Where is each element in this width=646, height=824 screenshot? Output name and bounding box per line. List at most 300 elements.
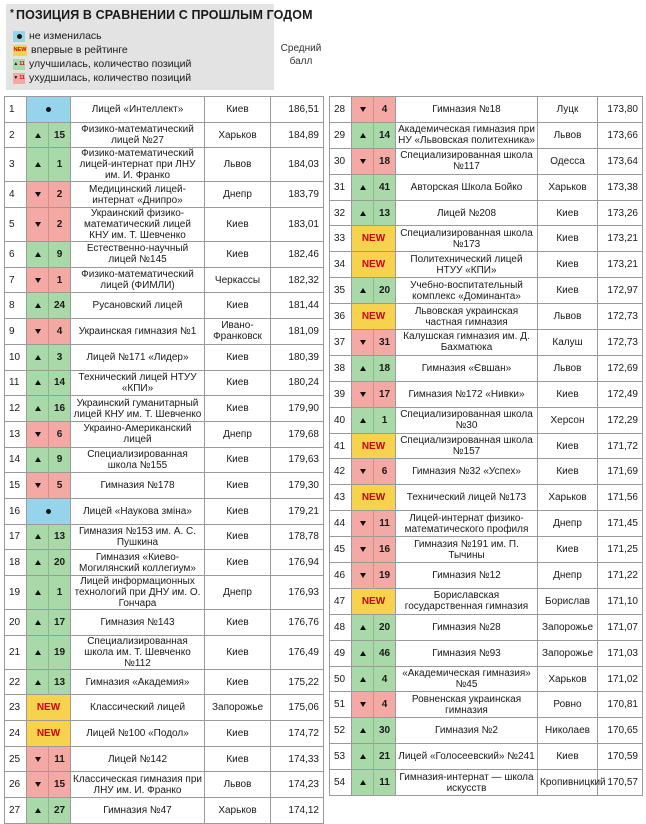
change-value: 16 — [374, 537, 396, 563]
school-name: Лицей №171 «Лидер» — [71, 344, 205, 370]
average-score: 176,93 — [271, 576, 324, 610]
table-row — [5, 267, 324, 293]
school-name: Гимназия №28 — [396, 614, 538, 640]
table-row — [5, 746, 324, 772]
average-score: 172,97 — [598, 278, 643, 304]
change-value: 17 — [49, 610, 71, 636]
change-value: 4 — [374, 666, 396, 692]
city: Львов — [538, 122, 598, 148]
average-score: 172,49 — [598, 381, 643, 407]
rank-cell: 53 — [330, 744, 352, 770]
down-swatch-count: 11 — [19, 75, 25, 81]
rank-cell: 5 — [5, 208, 27, 242]
average-score: 172,73 — [598, 330, 643, 356]
table-row — [5, 148, 324, 182]
arrow-down-icon — [352, 459, 374, 485]
change-value: 1 — [49, 267, 71, 293]
change-value: 4 — [49, 319, 71, 345]
change-value: 9 — [49, 447, 71, 473]
unchanged-dot-icon — [27, 498, 71, 524]
legend-down-label: ухудшилась, количество позиций — [29, 72, 192, 84]
average-score: 170,59 — [598, 744, 643, 770]
arrow-up-icon — [352, 174, 374, 200]
arrow-up-icon — [27, 635, 49, 669]
school-name: Лицей «Наукова зміна» — [71, 498, 205, 524]
legend-item-new — [13, 44, 128, 56]
school-name: Калушская гимназия им. Д. Бахматюка — [396, 330, 538, 356]
average-score: 173,80 — [598, 97, 643, 123]
table-row — [5, 498, 324, 524]
table-row — [330, 407, 643, 433]
school-name: Лицей №100 «Подол» — [71, 721, 205, 747]
change-value: 1 — [374, 407, 396, 433]
arrow-down-icon — [352, 330, 374, 356]
city: Киев — [205, 344, 271, 370]
average-score: 171,25 — [598, 537, 643, 563]
average-score: 182,32 — [271, 267, 324, 293]
school-name: Украинская гимназия №1 — [71, 319, 205, 345]
rank-cell: 31 — [330, 174, 352, 200]
down-swatch-icon: ▼ 11 — [13, 73, 25, 84]
change-value: 4 — [374, 97, 396, 123]
legend-new-label: впервые в рейтинге — [31, 44, 128, 56]
city: Ивано-Франковск — [205, 319, 271, 345]
average-score: 171,07 — [598, 614, 643, 640]
up-swatch-icon: ▲ 11 — [13, 59, 25, 70]
rank-cell: 35 — [330, 278, 352, 304]
school-name: Лицей-интернат физико-математического профиля — [396, 511, 538, 537]
school-name: Львовская украинская частная гимназия — [396, 304, 538, 330]
school-name: Специализированная школа №155 — [71, 447, 205, 473]
change-value: 9 — [49, 242, 71, 268]
city: Харьков — [205, 798, 271, 824]
rank-cell: 9 — [5, 319, 27, 345]
city: Днепр — [538, 511, 598, 537]
average-score: 175,22 — [271, 669, 324, 695]
change-value: 20 — [374, 614, 396, 640]
table-row — [330, 278, 643, 304]
table-row — [330, 459, 643, 485]
new-swatch-icon: NEW — [13, 45, 27, 56]
city: Львов — [205, 772, 271, 798]
average-score: 173,66 — [598, 122, 643, 148]
city: Киев — [205, 669, 271, 695]
city: Луцк — [538, 97, 598, 123]
arrow-down-icon — [352, 563, 374, 589]
change-value: 14 — [374, 122, 396, 148]
rank-cell: 18 — [5, 550, 27, 576]
average-score: 174,72 — [271, 721, 324, 747]
rank-cell: 34 — [330, 252, 352, 278]
rank-cell: 54 — [330, 770, 352, 796]
rank-cell: 47 — [330, 588, 352, 614]
average-score: 175,06 — [271, 695, 324, 721]
table-row — [5, 396, 324, 422]
table-row — [5, 182, 324, 208]
rank-cell: 52 — [330, 718, 352, 744]
table-row — [5, 447, 324, 473]
table-row — [330, 511, 643, 537]
rank-cell: 13 — [5, 421, 27, 447]
city: Черкассы — [205, 267, 271, 293]
arrow-up-icon — [27, 293, 49, 319]
arrow-up-icon — [352, 614, 374, 640]
rank-cell: 17 — [5, 524, 27, 550]
ranking-table-left — [4, 96, 324, 824]
school-name: Гимназия «Академия» — [71, 669, 205, 695]
table-row — [5, 669, 324, 695]
city: Киев — [205, 746, 271, 772]
average-score: 179,30 — [271, 473, 324, 499]
school-name: Гимназия №178 — [71, 473, 205, 499]
city: Ровно — [538, 692, 598, 718]
city: Киев — [205, 293, 271, 319]
ranking-table-right — [329, 96, 643, 796]
table-row — [5, 695, 324, 721]
city: Киев — [205, 635, 271, 669]
arrow-up-icon — [27, 447, 49, 473]
table-row — [330, 718, 643, 744]
new-badge: NEW — [27, 695, 71, 721]
change-value: 6 — [374, 459, 396, 485]
change-value: 14 — [49, 370, 71, 396]
change-value: 4 — [374, 692, 396, 718]
arrow-down-icon — [352, 537, 374, 563]
average-score: 179,90 — [271, 396, 324, 422]
change-value: 5 — [49, 473, 71, 499]
school-name: Учебно-воспитательный комплекс «Доминанта» — [396, 278, 538, 304]
city: Киев — [205, 370, 271, 396]
average-score: 171,45 — [598, 511, 643, 537]
arrow-down-icon — [352, 692, 374, 718]
average-score: 174,12 — [271, 798, 324, 824]
average-score: 171,22 — [598, 563, 643, 589]
table-row — [330, 563, 643, 589]
rank-cell: 42 — [330, 459, 352, 485]
average-score: 179,68 — [271, 421, 324, 447]
change-value: 18 — [374, 148, 396, 174]
arrow-up-icon — [27, 148, 49, 182]
average-score: 172,69 — [598, 355, 643, 381]
city: Киев — [538, 381, 598, 407]
table-row — [330, 381, 643, 407]
legend-item-up — [13, 58, 191, 70]
school-name: Гимназия №12 — [396, 563, 538, 589]
average-score: 171,72 — [598, 433, 643, 459]
average-score: 170,57 — [598, 770, 643, 796]
city: Николаев — [538, 718, 598, 744]
rank-cell: 26 — [5, 772, 27, 798]
rank-cell: 43 — [330, 485, 352, 511]
average-score: 171,02 — [598, 666, 643, 692]
school-name: Гимназия №32 «Успех» — [396, 459, 538, 485]
legend-title-text: ПОЗИЦИЯ В СРАВНЕНИИ С ПРОШЛЫМ ГОДОМ — [16, 8, 313, 22]
change-value: 17 — [374, 381, 396, 407]
school-name: Политехнический лицей НТУУ «КПИ» — [396, 252, 538, 278]
average-score: 171,10 — [598, 588, 643, 614]
table-row — [330, 148, 643, 174]
arrow-down-icon — [27, 473, 49, 499]
table-row — [330, 355, 643, 381]
average-score: 181,44 — [271, 293, 324, 319]
change-value: 15 — [49, 122, 71, 148]
change-value: 20 — [374, 278, 396, 304]
school-name: Бориславская государственная гимназия — [396, 588, 538, 614]
table-row — [330, 200, 643, 226]
arrow-up-icon — [27, 524, 49, 550]
city: Киев — [205, 447, 271, 473]
rank-cell: 30 — [330, 148, 352, 174]
city: Львов — [538, 355, 598, 381]
arrow-down-icon — [27, 319, 49, 345]
city: Киев — [538, 537, 598, 563]
city: Киев — [538, 744, 598, 770]
table-row — [5, 772, 324, 798]
school-name: Гимназия №47 — [71, 798, 205, 824]
rank-cell: 39 — [330, 381, 352, 407]
city: Харьков — [538, 174, 598, 200]
city: Киев — [205, 610, 271, 636]
school-name: Украино-Американский лицей — [71, 421, 205, 447]
change-value: 1 — [49, 148, 71, 182]
city: Киев — [205, 473, 271, 499]
average-score: 173,38 — [598, 174, 643, 200]
city: Калуш — [538, 330, 598, 356]
average-score: 186,51 — [271, 97, 324, 123]
average-score: 173,21 — [598, 226, 643, 252]
school-name: Гимназия «Євшан» — [396, 355, 538, 381]
table-row — [5, 97, 324, 123]
average-score: 172,73 — [598, 304, 643, 330]
school-name: Гимназия №93 — [396, 640, 538, 666]
average-score: 174,33 — [271, 746, 324, 772]
rank-cell: 10 — [5, 344, 27, 370]
change-value: 11 — [49, 746, 71, 772]
school-name: Технический лицей НТУУ «КПИ» — [71, 370, 205, 396]
arrow-up-icon — [352, 355, 374, 381]
table-row — [5, 721, 324, 747]
arrow-up-icon — [27, 798, 49, 824]
school-name: Гимназия №18 — [396, 97, 538, 123]
arrow-up-icon — [352, 666, 374, 692]
school-name: Физико-математический лицей №27 — [71, 122, 205, 148]
city: Запорожье — [538, 640, 598, 666]
change-value: 11 — [374, 511, 396, 537]
city: Днепр — [205, 576, 271, 610]
rank-cell: 23 — [5, 695, 27, 721]
arrow-up-icon — [352, 122, 374, 148]
arrow-up-icon — [352, 718, 374, 744]
school-name: Гимназия №153 им. А. С. Пушкина — [71, 524, 205, 550]
unchanged-dot-icon — [27, 97, 71, 123]
city: Киев — [205, 208, 271, 242]
change-value: 13 — [374, 200, 396, 226]
average-score: 170,65 — [598, 718, 643, 744]
arrow-up-icon — [27, 550, 49, 576]
arrow-up-icon — [352, 407, 374, 433]
rank-cell: 7 — [5, 267, 27, 293]
same-swatch-icon — [13, 31, 25, 42]
change-value: 31 — [374, 330, 396, 356]
legend-star: * — [10, 8, 14, 19]
city: Днепр — [538, 563, 598, 589]
average-score: 173,26 — [598, 200, 643, 226]
average-score: 173,21 — [598, 252, 643, 278]
average-score: 182,46 — [271, 242, 324, 268]
city: Киев — [205, 550, 271, 576]
average-score: 184,03 — [271, 148, 324, 182]
average-score: 171,56 — [598, 485, 643, 511]
rank-cell: 36 — [330, 304, 352, 330]
school-name: Специализированная школа им. Т. Шевченко №112 — [71, 635, 205, 669]
table-row — [330, 744, 643, 770]
average-score: 183,01 — [271, 208, 324, 242]
arrow-down-icon — [352, 511, 374, 537]
rank-cell: 12 — [5, 396, 27, 422]
change-value: 41 — [374, 174, 396, 200]
city: Киев — [538, 226, 598, 252]
city: Запорожье — [538, 614, 598, 640]
change-value: 15 — [49, 772, 71, 798]
city: Киев — [205, 396, 271, 422]
table-row — [330, 692, 643, 718]
rank-cell: 29 — [330, 122, 352, 148]
average-score: 183,79 — [271, 182, 324, 208]
table-row — [5, 576, 324, 610]
school-name: Классическая гимназия при ЛНУ им. И. Франко — [71, 772, 205, 798]
new-badge: NEW — [352, 433, 396, 459]
new-badge: NEW — [352, 588, 396, 614]
rank-cell: 37 — [330, 330, 352, 356]
average-score: 176,49 — [271, 635, 324, 669]
arrow-down-icon — [27, 772, 49, 798]
school-name: Украинский физико-математический лицей КНУ им. Т. Шевченко — [71, 208, 205, 242]
city: Киев — [205, 97, 271, 123]
school-name: Лицей «Интеллект» — [71, 97, 205, 123]
rank-cell: 25 — [5, 746, 27, 772]
table-row — [330, 97, 643, 123]
average-score: 178,78 — [271, 524, 324, 550]
school-name: Украинский гуманитарный лицей КНУ им. Т. Шевченко — [71, 396, 205, 422]
average-score: 170,81 — [598, 692, 643, 718]
city: Херсон — [538, 407, 598, 433]
change-value: 19 — [374, 563, 396, 589]
school-name: Технический лицей №173 — [396, 485, 538, 511]
table-row — [330, 614, 643, 640]
change-value: 30 — [374, 718, 396, 744]
school-name: Классический лицей — [71, 695, 205, 721]
new-badge: NEW — [352, 304, 396, 330]
school-name: «Академическая гимназия» №45 — [396, 666, 538, 692]
city: Киев — [205, 498, 271, 524]
table-row — [5, 319, 324, 345]
table-row — [330, 252, 643, 278]
city: Львов — [538, 304, 598, 330]
new-badge: NEW — [352, 226, 396, 252]
average-score: 174,23 — [271, 772, 324, 798]
table-row — [5, 122, 324, 148]
school-name: Гимназия №191 им. П. Тычины — [396, 537, 538, 563]
change-value: 46 — [374, 640, 396, 666]
arrow-up-icon — [352, 200, 374, 226]
arrow-up-icon — [352, 640, 374, 666]
city: Киев — [538, 200, 598, 226]
average-score: 181,09 — [271, 319, 324, 345]
change-value: 27 — [49, 798, 71, 824]
arrow-up-icon — [27, 370, 49, 396]
rank-cell: 16 — [5, 498, 27, 524]
arrow-down-icon — [27, 267, 49, 293]
arrow-down-icon — [27, 182, 49, 208]
rank-cell: 19 — [5, 576, 27, 610]
city: Киев — [538, 433, 598, 459]
rank-cell: 22 — [5, 669, 27, 695]
table-row — [5, 421, 324, 447]
score-column-header: Средний балл — [280, 43, 322, 67]
city: Киев — [205, 524, 271, 550]
rank-cell: 6 — [5, 242, 27, 268]
school-name: Гимназия №2 — [396, 718, 538, 744]
table-row — [330, 588, 643, 614]
table-row — [330, 226, 643, 252]
table-row — [5, 524, 324, 550]
school-name: Авторская Школа Бойко — [396, 174, 538, 200]
city: Киев — [205, 721, 271, 747]
city: Днепр — [205, 182, 271, 208]
school-name: Гимназия-интернат — школа искусств — [396, 770, 538, 796]
city: Киев — [538, 459, 598, 485]
table-row — [330, 122, 643, 148]
table-row — [5, 208, 324, 242]
city: Запорожье — [205, 695, 271, 721]
school-name: Специализированная школа №173 — [396, 226, 538, 252]
arrow-up-icon — [27, 610, 49, 636]
rank-cell: 40 — [330, 407, 352, 433]
table-row — [330, 666, 643, 692]
school-name: Ровненская украинская гимназия — [396, 692, 538, 718]
rank-cell: 51 — [330, 692, 352, 718]
rank-cell: 4 — [5, 182, 27, 208]
change-value: 1 — [49, 576, 71, 610]
table-row — [330, 433, 643, 459]
average-score: 180,24 — [271, 370, 324, 396]
table-row — [330, 770, 643, 796]
change-value: 20 — [49, 550, 71, 576]
table-row — [330, 640, 643, 666]
rank-cell: 11 — [5, 370, 27, 396]
school-name: Гимназия №172 «Нивки» — [396, 381, 538, 407]
average-score: 184,89 — [271, 122, 324, 148]
table-row — [5, 344, 324, 370]
rank-cell: 44 — [330, 511, 352, 537]
city: Киев — [538, 278, 598, 304]
rank-cell: 15 — [5, 473, 27, 499]
rank-cell: 24 — [5, 721, 27, 747]
rank-cell: 27 — [5, 798, 27, 824]
average-score: 179,63 — [271, 447, 324, 473]
legend-item-down — [13, 72, 191, 84]
rank-cell: 45 — [330, 537, 352, 563]
change-value: 6 — [49, 421, 71, 447]
table-row — [5, 610, 324, 636]
average-score: 176,76 — [271, 610, 324, 636]
school-name: Лицей информационных технологий при ДНУ им. О. Гончара — [71, 576, 205, 610]
table-row — [330, 537, 643, 563]
change-value: 11 — [374, 770, 396, 796]
school-name: Специализированная школа №157 — [396, 433, 538, 459]
up-swatch-count: 11 — [19, 61, 25, 67]
new-badge: NEW — [352, 485, 396, 511]
